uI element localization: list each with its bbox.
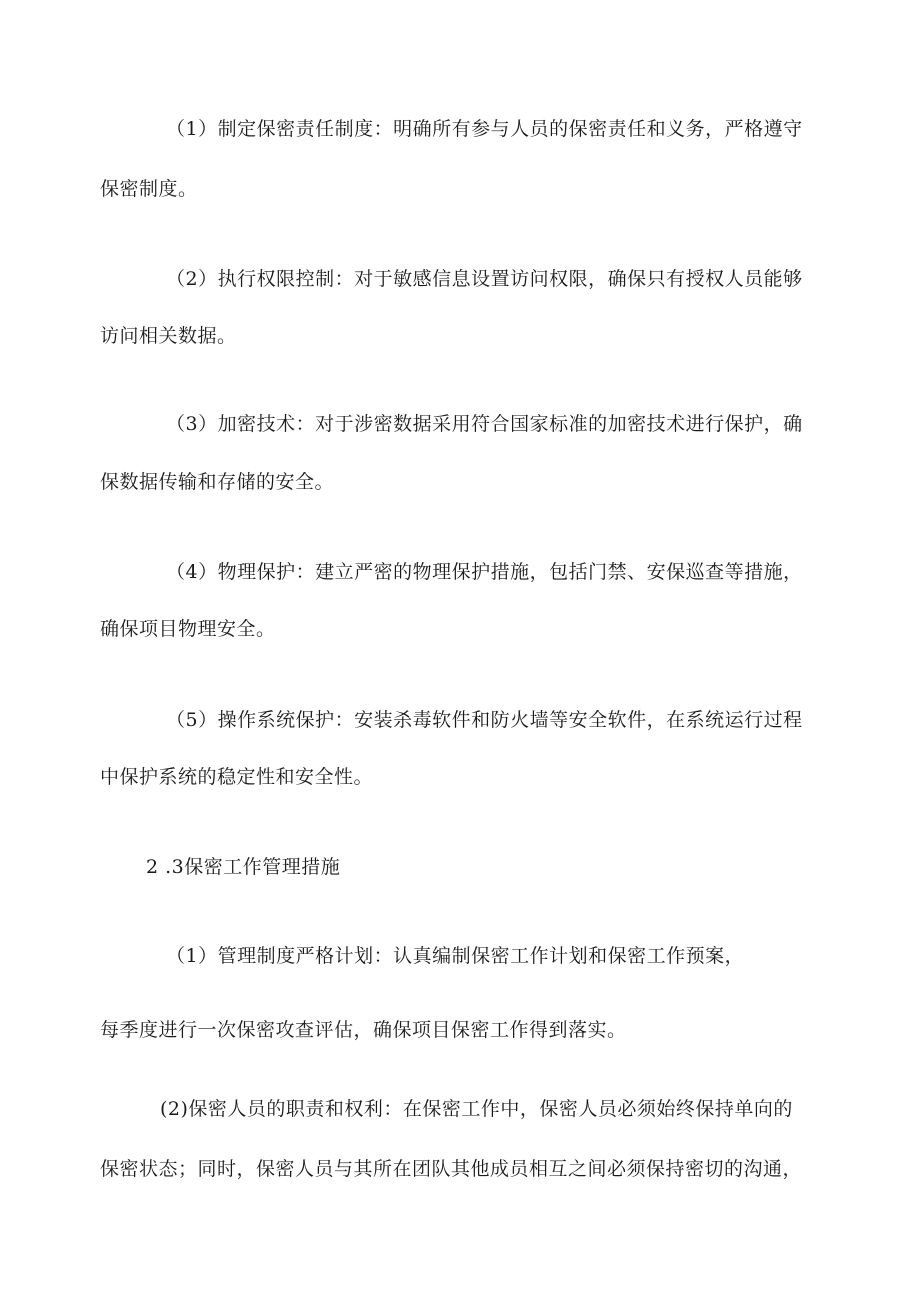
- paragraph-4-line-1: （4）物理保护：建立严密的物理保护措施，包括门禁、安保巡查等措施，: [166, 561, 803, 583]
- section-heading: 2 .3保密工作管理措施: [146, 856, 341, 878]
- paragraph-5-line-1: （5）操作系统保护：安装杀毒软件和防火墙等安全软件，在系统运行过程: [166, 709, 803, 731]
- paragraph-2-line-2: 访问相关数据。: [100, 325, 237, 347]
- paragraph-3-line-1: （3）加密技术：对于涉密数据采用符合国家标准的加密技术进行保护，确: [166, 413, 803, 435]
- paragraph-4-line-2: 确保项目物理安全。: [100, 618, 276, 640]
- paragraph-6-line-2: 每季度进行一次保密攻查评估，确保项目保密工作得到落实。: [100, 1019, 627, 1041]
- paragraph-1-line-2: 保密制度。: [100, 178, 198, 200]
- paragraph-2-line-1: （2）执行权限控制：对于敏感信息设置访问权限，确保只有授权人员能够: [166, 268, 803, 290]
- paragraph-5-line-2: 中保护系统的稳定性和安全性。: [100, 766, 374, 788]
- paragraph-3-line-2: 保数据传输和存储的安全。: [100, 471, 335, 493]
- paragraph-7-line-1: (2)保密人员的职责和权利：在保密工作中，保密人员必须始终保持单向的: [160, 1098, 793, 1120]
- paragraph-1-line-1: （1）制定保密责任制度：明确所有参与人员的保密责任和义务，严格遵守: [166, 118, 803, 140]
- paragraph-7-line-2: 保密状态；同时，保密人员与其所在团队其他成员相互之间必须保持密切的沟通，: [100, 1158, 803, 1180]
- paragraph-6-line-1: （1）管理制度严格计划：认真编制保密工作计划和保密工作预案，: [166, 945, 745, 967]
